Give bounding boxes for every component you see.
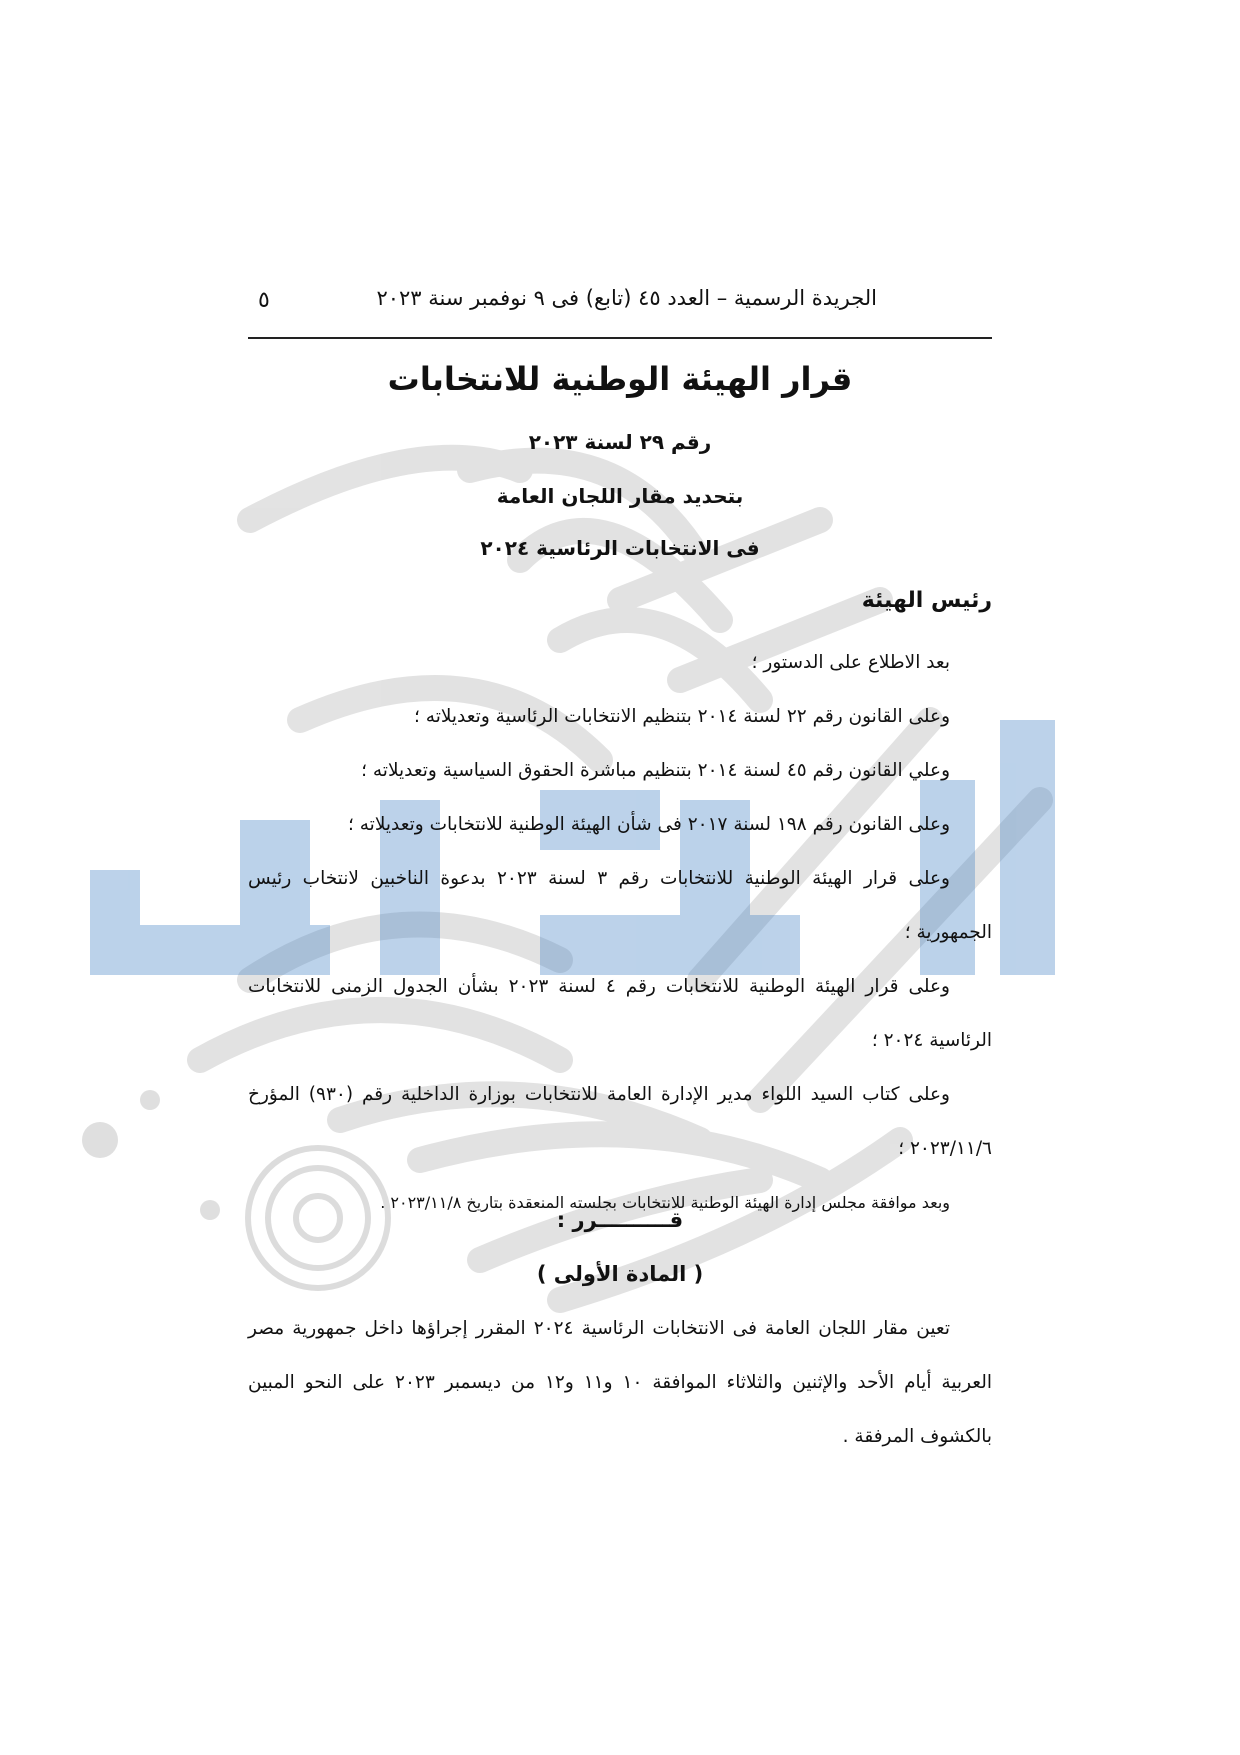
decision-number: رقم ٢٩ لسنة ٢٠٢٣ [528,430,712,454]
article-one-body [248,1302,992,1464]
gazette-header [248,286,992,326]
preamble [248,636,992,1230]
decision-context: فى الانتخابات الرئاسية ٢٠٢٤ [480,536,760,560]
preamble-item: وعلى قرار الهيئة الوطنية للانتخابات رقم ٣ لسنة ٢٠٢٣ بدعوة الناخبين لانتخاب رئيس الجمهورية ؛ [248,868,992,943]
gazette-header-title: الجريدة الرسمية – العدد ٤٥ (تابع) فى ٩ نوفمبر سنة ٢٠٢٣ [376,286,877,310]
header-divider [248,337,992,339]
decision-title: قرار الهيئة الوطنية للانتخابات [387,360,853,398]
decided-label: قــــــــــرر : [556,1208,684,1232]
article-one-text: تعين مقار اللجان العامة فى الانتخابات الرئاسية ٢٠٢٤ المقرر إجراؤها داخل جمهورية مصر العربية أيام الأحد والإثنين والثلاثاء الموافقة ١٠ و١١ و١٢ من ديسمبر ٢٠٢٣ على النحو المبين بالكشوف المرفقة . [248,1318,992,1447]
preamble-item: وعلى القانون رقم ٢٢ لسنة ٢٠١٤ بتنظيم الانتخابات الرئاسية وتعديلاته ؛ [414,706,950,727]
preamble-item: وعلي القانون رقم ٤٥ لسنة ٢٠١٤ بتنظيم مباشرة الحقوق السياسية وتعديلاته ؛ [361,760,950,781]
decision-subject: بتحديد مقار اللجان العامة [496,484,744,508]
article-one-title: ( المادة الأولى ) [536,1262,704,1286]
issuer-heading: رئيس الهيئة [861,588,992,613]
preamble-item: وعلى قرار الهيئة الوطنية للانتخابات رقم ٤ لسنة ٢٠٢٣ بشأن الجدول الزمنى للانتخابات الرئاسية ٢٠٢٤ ؛ [248,976,992,1051]
approval-line: وبعد موافقة مجلس إدارة الهيئة الوطنية للانتخابات بجلسته المنعقدة بتاريخ ٢٠٢٣/١١/٨ . [380,1193,950,1212]
page-number: ٥ [258,288,270,313]
preamble-item: بعد الاطلاع على الدستور ؛ [751,652,950,673]
preamble-item: وعلى القانون رقم ١٩٨ لسنة ٢٠١٧ فى شأن الهيئة الوطنية للانتخابات وتعديلاته ؛ [347,814,950,835]
preamble-item: وعلى كتاب السيد اللواء مدير الإدارة العامة للانتخابات بوزارة الداخلية رقم (٩٣٠) المؤرخ ٢٠٢٣/١١/٦ ؛ [248,1084,992,1159]
